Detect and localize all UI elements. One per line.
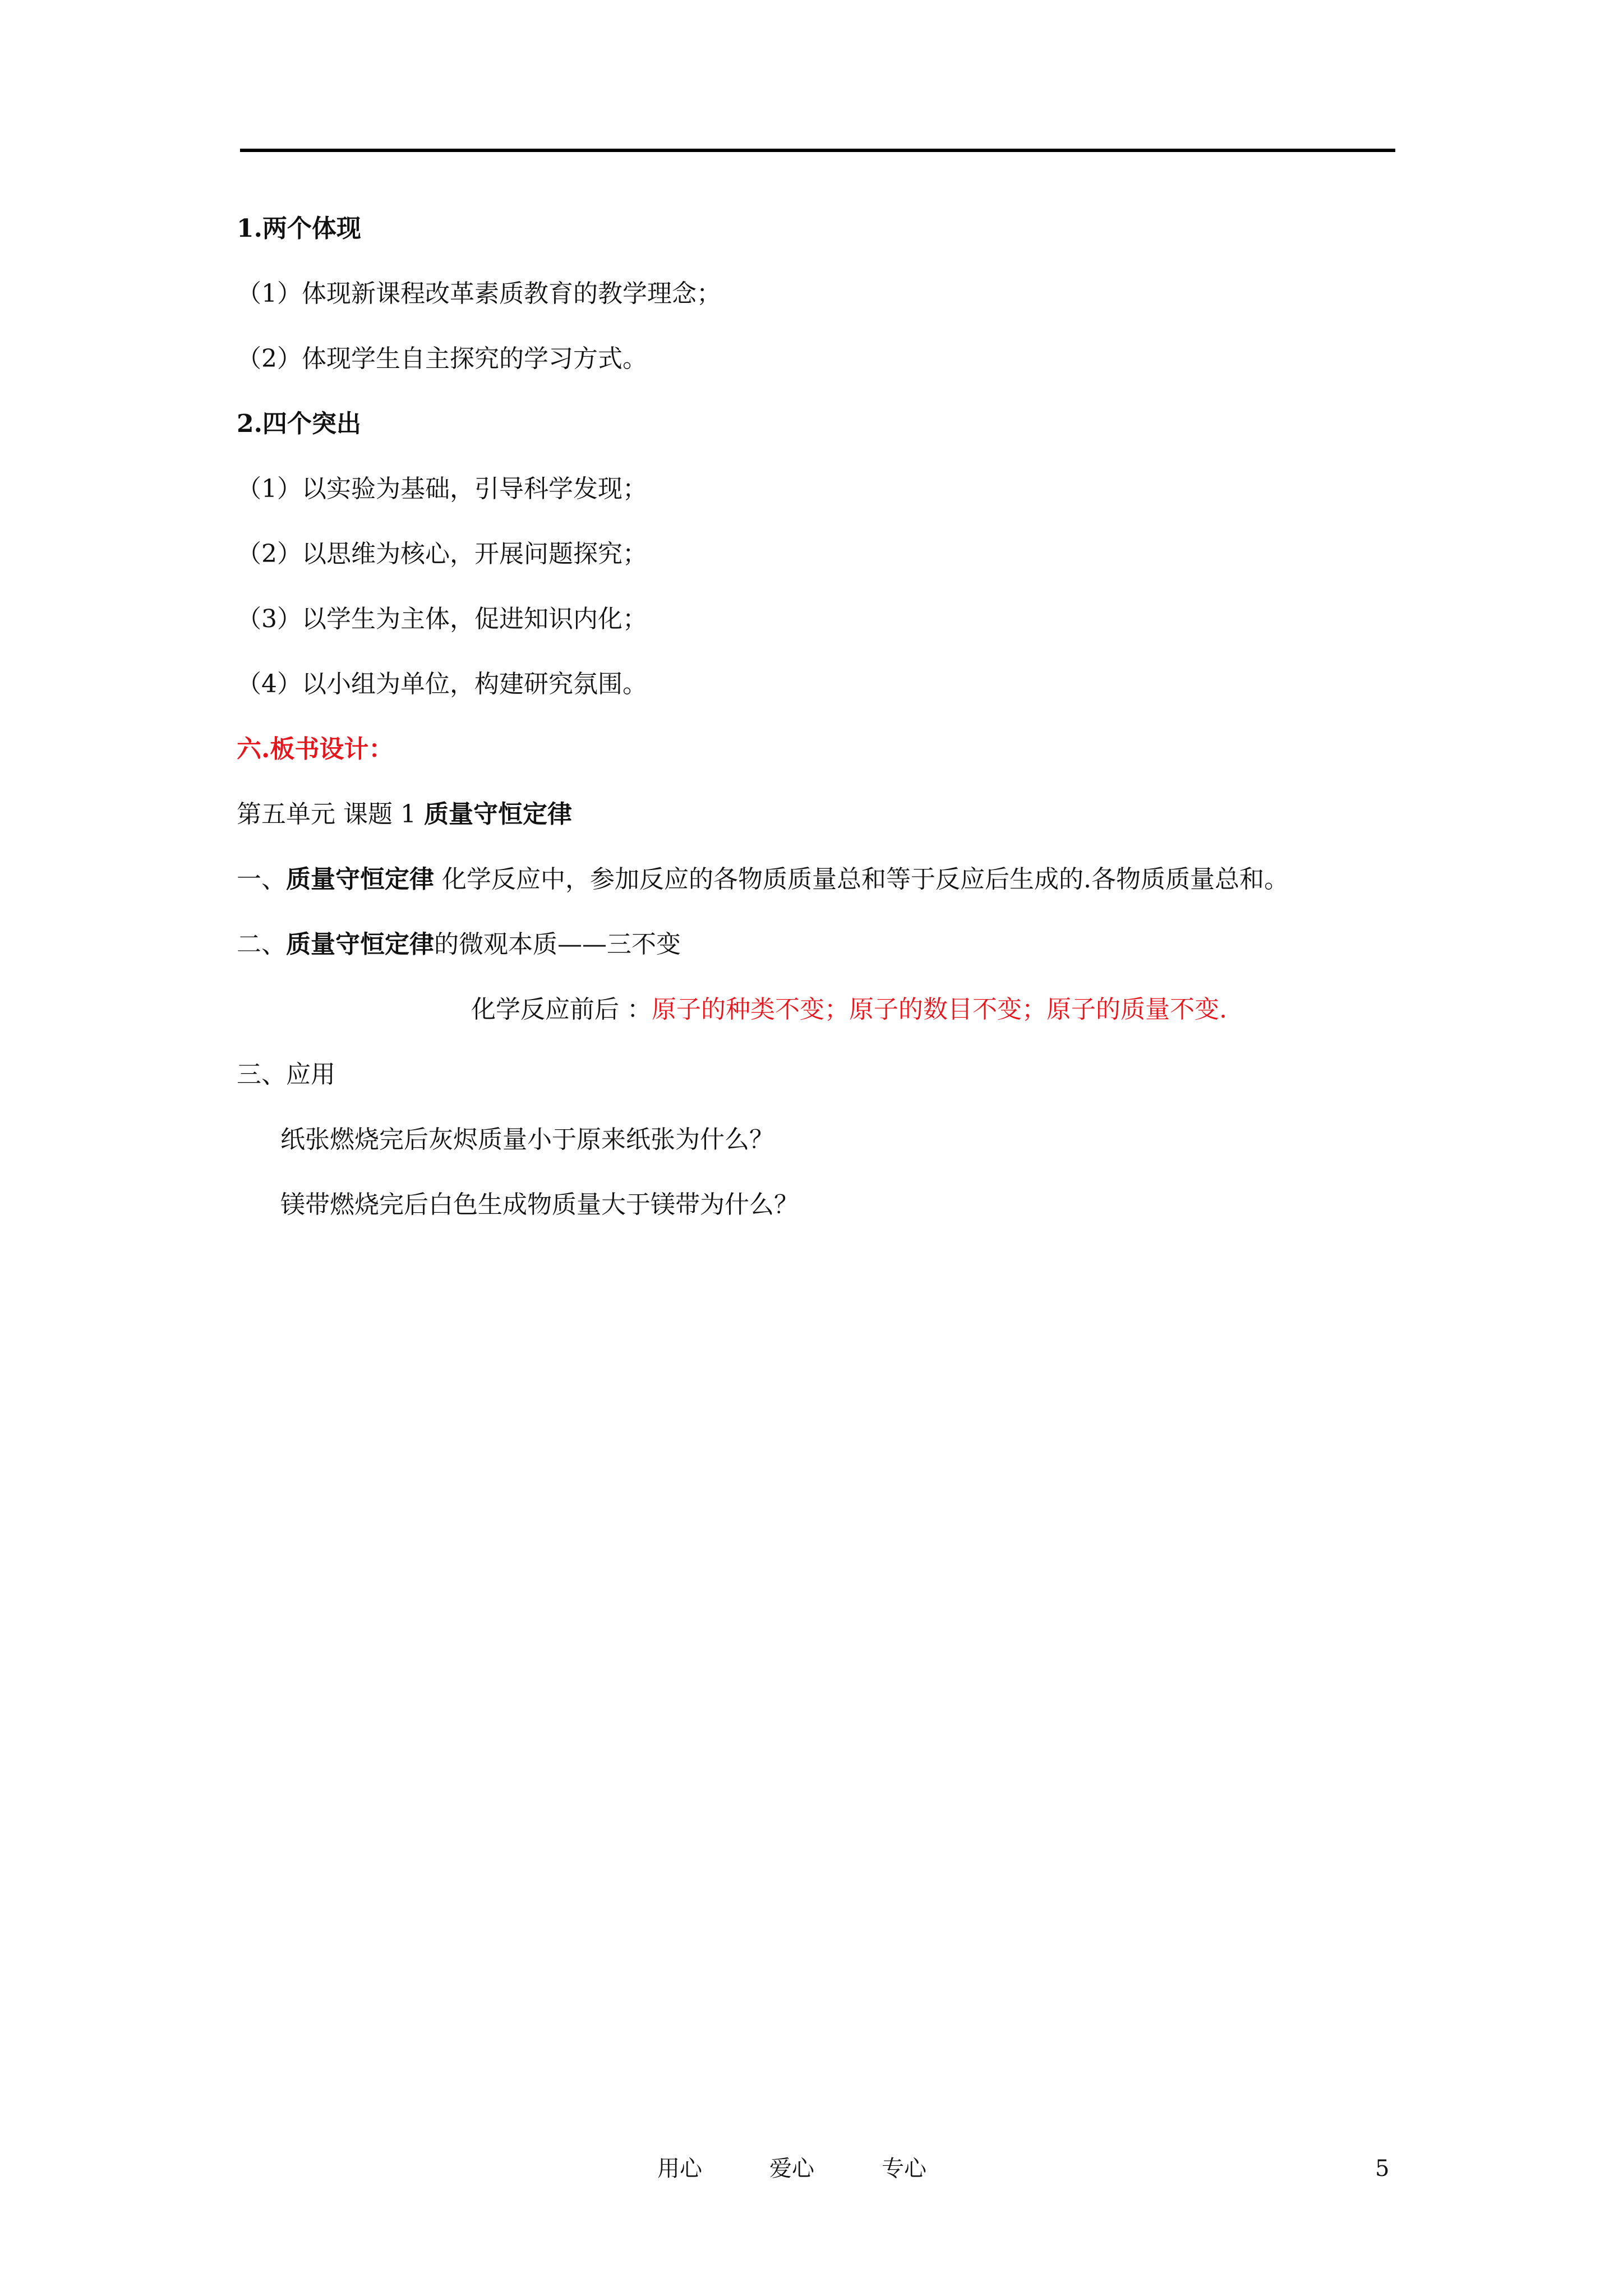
section1-item-2: （2）体现学生自主探究的学习方式。 [237,344,647,373]
board-design-heading: 六.板书设计： [237,735,394,763]
question-1: 纸张燃烧完后灰烬质量小于原来纸张为什么？ [280,1125,774,1154]
section2-item-4: （4）以小组为单位，构建研究氛围。 [237,670,647,698]
reaction-label: 化学反应前后 ： [471,995,652,1024]
section1-title: 1.两个体现 [237,214,361,243]
point-1-term: 质量守恒定律 [286,865,434,894]
question-2: 镁带燃烧完后白色生成物质量大于镁带为什么？ [280,1190,799,1219]
unit-prefix: 第五单元 课题 1 [237,800,424,829]
footer-motto-3: 专心 [882,2156,926,2182]
footer-motto-2: 爱心 [769,2156,814,2182]
unit-title: 质量守恒定律 [423,800,572,829]
point-2-term: 质量守恒定律 [286,930,434,959]
section2-title: 2.四个突出 [237,409,361,438]
point-1-line [237,863,1289,896]
reaction-line [471,993,1227,1027]
point-2-text: 的微观本质——三不变 [434,930,681,959]
point-1-prefix: 一、 [237,865,286,894]
point-2-prefix: 二、 [237,930,286,959]
footer-motto-1: 用心 [657,2156,702,2182]
point-1-text: 化学反应中，参加反应的各物质质量总和等于反应后生成的.各物质质量总和。 [434,865,1289,894]
section1-item-1: （1）体现新课程改革素质教育的教学理念； [237,279,721,308]
unit-title-line [237,798,572,831]
section2-item-2: （2）以思维为核心，开展问题探究； [237,540,647,568]
header-rule [240,149,1395,152]
page-number: 5 [1375,2156,1390,2182]
section2-item-1: （1）以实验为基础，引导科学发现； [237,475,647,503]
reaction-detail: 原子的种类不变；原子的数目不变；原子的质量不变. [652,995,1227,1024]
point-3-line: 三、应用 [237,1060,335,1089]
point-2-line [237,928,681,961]
section2-item-3: （3）以学生为主体，促进知识内化； [237,605,647,633]
